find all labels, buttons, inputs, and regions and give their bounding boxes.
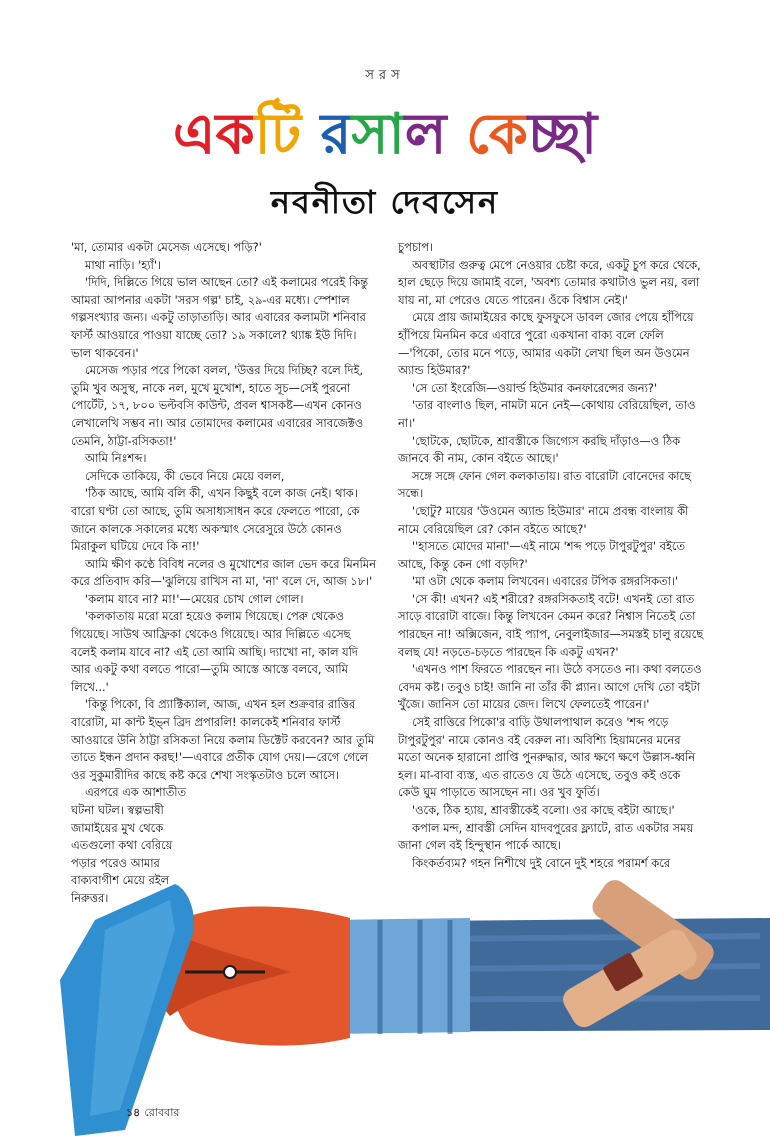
page-folio — [126, 1104, 179, 1123]
paragraph: 'মা ওটা থেকে কলাম লিখবেন। এবারের টপিক রঙ্গরসিকতা।' — [412, 574, 679, 589]
paragraph: সেই রাত্তিরে পিকো'র বাড়ি উথালপাথাল করেও 'শব্দ পড়ে টাপুরটুপুর' নামে কোনও বই বেরুল না। অবিশ্যি হিয়ামনের মনের মতো অনেক হারানো প্রাপ্তি পুনরুদ্ধার, আর ক্ষণে ক্ষণে উল্লাস-ধ্বনি হল। মা-বাবা ব্যস্ত, এত রাতেও যে উঠে এসেছে, তবুও কই ওকে কেউ ঘুম পাড়াতে আসছেন না। ওর খুব ফুর্তি। — [398, 715, 696, 800]
pen-arm-illustration — [0, 860, 770, 1136]
paragraph: কিংকর্তব্যম? গহন নিশীথে দুই বোনে দুই শহরে পরামর্শ করে — [412, 855, 671, 870]
paragraph: সেদিকে তাকিয়ে, কী ভেবে নিয়ে মেয়ে বলল, — [85, 468, 285, 483]
paragraph: 'এখনও পাশ ফিরতে পারছেন না। উঠে বসতেও না। কথা বলতেও বেদম কষ্ট। তবুও চাই! জানি না তাঁর কী প্ল্যান। আগে দেখি তো বইটা খুঁজে। জানিস তো মায়ের জেদ। লিখে ফেলতেই পারেন।' — [398, 662, 702, 712]
paragraph: আমি ক্ষীণ কণ্ঠে বিবিধ নলের ও মুখোশের জাল ভেদ করে মিনমিন করে প্রতিবাদ করি—'ঝুলিয়ে রাখিস না মা, 'না' বলে দে, আজ ১৮।' — [71, 556, 376, 589]
paragraph: 'সে তো ইংরেজি—ওয়ার্ল্ড হিউমার কনফারেন্সের জন্য?' — [412, 380, 658, 395]
paragraph: 'কিন্তু পিকো, বি প্র্যাক্টিক্যাল, আজ, এখন হল শুক্রবার রাত্তির বারোটা, মা কান্ট ইভ্ন ব্রিদ প্রপারলি! কালকেই শনিবার ফার্স্ট আওয়ারে উনি ঠাট্টা রসিকতা নিয়ে কলাম ডিক্টেট করবেন? আর তুমি তাতে ইন্ধন প্রদান করছ!'—এবারে প্রতীক যোগ দেয়।—রেগে গেলে ওর সুকুমারীদির কাছে কষ্ট করে শেখা সংস্কৃতটাও চলে আসে। — [71, 697, 375, 782]
paragraph: 'তার বাংলাও ছিল, নামটা মনে নেই—কোথায় বেরিয়েছিল, তাও না।' — [398, 398, 696, 430]
paragraph: মেসেজ পড়ার পরে পিকো বলল, 'উত্তর দিয়ে দিচ্ছি? বলে দিই, তুমি খুব অসুস্থ, নাকে নল, মুখে মুখোশ, হাতে সূচ—সেই পুরনো পোর্টেট, ১৭, ৮০০ ভল্টবসি কাউন্ট, প্রবল শ্বাসকষ্ট—এখন কোনও লেখালেখি সম্ভব না। আর তোমাদের কলামের এবারের সাবজেক্টও তেমনি, ঠাট্টা-রসিকতা!' — [71, 363, 364, 448]
title-part: সা — [351, 102, 405, 167]
paragraph: 'ঠিক আছে, আমি বলি কী, এখন কিছুই বলে কাজ নেই। থাক। বারো ঘণ্টা তো আছে, তুমি অসাধ্যসাধন করে ফেলতে পারো, কে জানে কালকে সকালের মধ্যে অকস্মাৎ সেরেসুরে উঠে কোনও মিরাকুল ঘটিয়ে দেবে কি না!' — [71, 486, 360, 554]
paragraph: এরপরে এক আশাতীত ঘটনা ঘটল। স্বল্পভাষী জামাইয়ের মুখ থেকে এতগুলো কথা বেরিয়ে পড়ার পরেও আমার বাক্যবাগীশ মেয়ে রইল নিরুত্তর। — [71, 785, 187, 905]
right-column — [398, 239, 704, 872]
title-part: টি — [254, 102, 302, 167]
paragraph: আমি নিঃশব্দ। — [85, 451, 147, 466]
paragraph: 'কলাম যাবে না? মা!'—মেয়ের চোখ গোল গোল। — [85, 591, 304, 606]
title-part: র — [301, 102, 352, 167]
paragraph: 'দিদি, দিল্লিতে গিয়ে ভাল আছেন তো? এই কলামের পরেই কিন্তু আমরা আপনার একটা 'সরস গল্প' চাই, ২৯-এর মধ্যে। স্পেশাল গল্পসংখ্যার জন্য। একটু তাড়াতাড়ি। আর এবারের কলামটা শনিবার ফার্স্ট আওয়ারে পাওয়া যাচ্ছে তো? ১৯ সকালে? থ্যাঙ্ক ইউ দিদি। ভাল থাকবেন।' — [71, 275, 369, 360]
paragraph: 'কলকাতায় মরো মরো হয়েও কলাম গিয়েছে। পেরু থেকেও গিয়েছে। সাউথ আফ্রিকা থেকেও গিয়েছে। আর দিল্লিতে এসেছ বলেই কলাম যাবে না? এই তো আমি আছি। দ্যাখো না, কাল যদি আর একটু কথা বলতে পারো—তুমি আস্তে আস্তে বলবে, আমি লিখে...' — [71, 609, 358, 694]
title-part: ল — [404, 102, 466, 167]
pen-breather-hole — [224, 966, 236, 978]
paragraph: 'সে কী! এখন? এই শরীরে? রঙ্গরসিকতাই বটে! এখনই তো রাত সাড়ে বারোটা বাজে। কিন্তু লিখবেন কেমন করে? নিশ্বাস নিতেই তো পারছেন না! অক্সিজেন, বাই প্যাপ, নেবুলাইজার—সমস্তই চালু রয়েছে বলছ যে! নড়তে-চড়তে পারছেন কি একটু এখন?' — [398, 591, 704, 659]
title-part: কে — [465, 102, 528, 167]
paragraph: মাথা নাড়ি। 'হ্যাঁ'। — [85, 257, 162, 272]
paragraph: 'ওকে, ঠিক হ্যায়, শ্রাবস্তীকেই বলো। ওর কাছে বইটা আছে।' — [412, 803, 675, 817]
paragraph: মেয়ে প্রায় জামাইয়ের কাছে ফুসফুসে ডাবল জোর পেয়ে হাঁপিয়ে হাঁপিয়ে মিনমিন করে এবারে পুরো একখানা বাক্য বলে ফেলি—'পিকো, তোর মনে পড়ে, আমার একটা লেখা ছিল অন উওমেন অ্যান্ড হিউমার?' — [398, 310, 694, 378]
paragraph: সঙ্গে সঙ্গে ফোন গেল কলকাতায়। রাত বারোটা বোনেদের কাছে সন্ধে। — [398, 468, 691, 501]
title-part: চ্ছা — [527, 102, 598, 167]
magazine-name: রোববার — [144, 1106, 180, 1119]
paragraph: 'মা, তোমার একটা মেসেজ এসেছে। পড়ি?' — [71, 240, 262, 254]
paragraph: অবস্থাটার গুরুত্ব মেপে নেওয়ার চেষ্টা করে, একটু চুপ করে থেকে, হাল ছেড়ে দিয়ে জামাই বলে, 'অবশ্য তোমার কথাটাও ভুল নয়, বলা যায় না, মা পেরেও যেতে পারেন। ওঁকে বিশ্বাস নেই।' — [398, 257, 701, 307]
page-number: ১৪ — [126, 1106, 141, 1119]
paragraph: 'ছোটু? মায়ের 'উওমেন অ্যান্ড হিউমার' নামে প্রবন্ধ বাংলায় কী নামে বেরিয়েছিল রে? কোন বইতে আছে?' — [398, 503, 689, 536]
left-column — [71, 239, 377, 908]
article-title — [0, 98, 770, 172]
paragraph: ''হাসতে মোদের মানা'—এই নামে 'শব্দ পড়ে টাপুরটুপুর' বইতে আছে, কিন্তু কেন গো বড়দি?' — [398, 539, 686, 571]
author-byline: নবনীতা দেবসেন — [270, 183, 500, 221]
title-part: এক — [172, 102, 255, 167]
section-label: সরস — [365, 68, 405, 83]
paragraph: চুপচাপ। — [398, 240, 434, 254]
paragraph: কপাল মন্দ, শ্রাবস্তী সেদিন যাদবপুরের ফ্ল্যাটে, রাত একটার সময় জানা গেল বই হিন্দুস্থান পার্কে আছে। — [398, 820, 694, 853]
paragraph: 'ছোটকে, ছোটকে, শ্রাবস্তীকে জিগ্যেস করছি দাঁড়াও—ও ঠিক জানবে কী নাম, কোন বইতে আছে।' — [398, 433, 681, 466]
